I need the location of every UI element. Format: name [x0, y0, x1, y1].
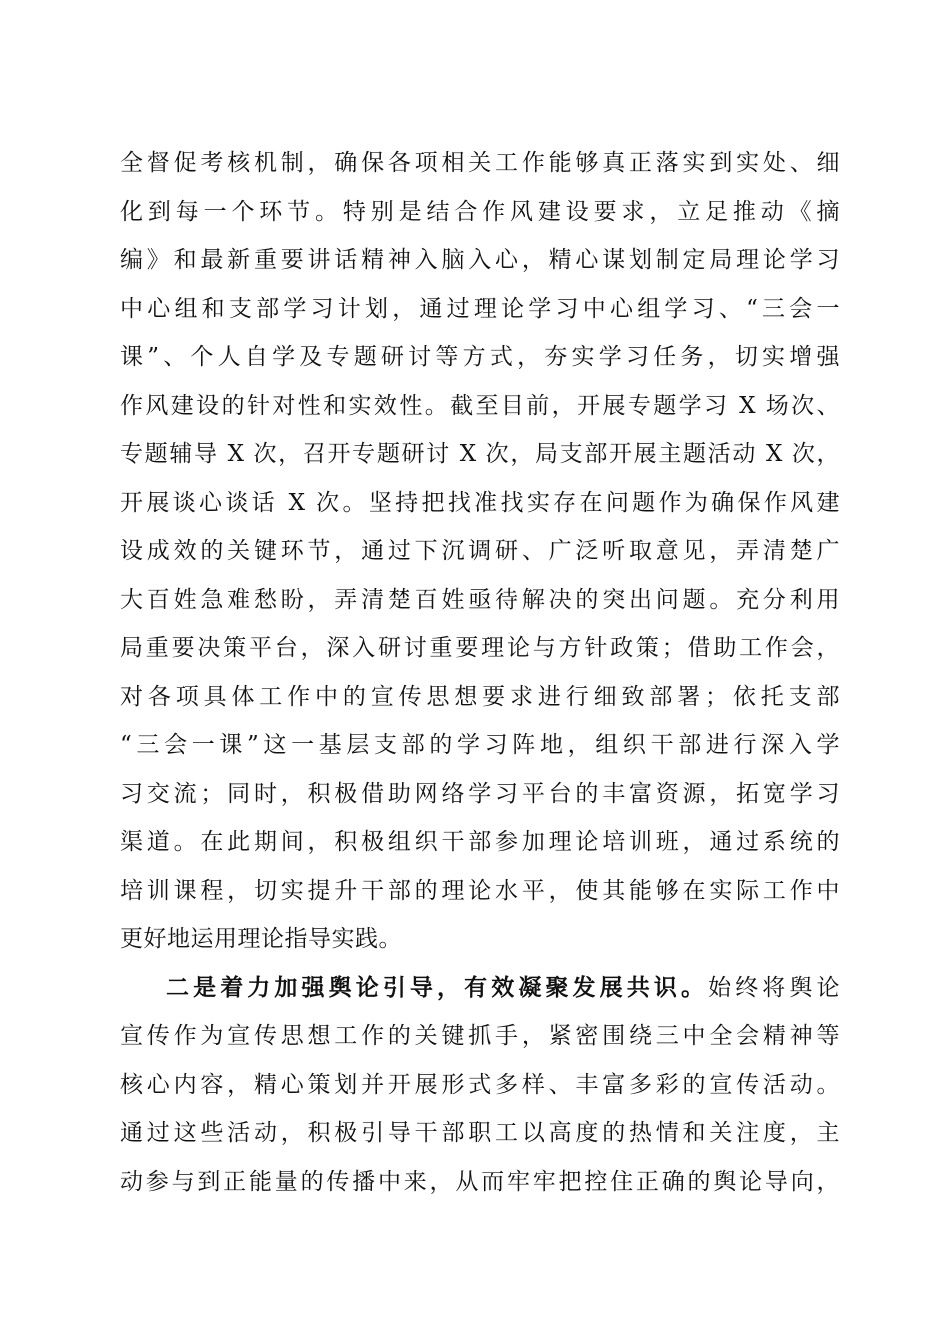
text-line: 对各项具体工作中的宣传思想要求进行细致部署；依托支部	[120, 683, 840, 710]
text-line: 设成效的关键环节，通过下沉调研、广泛听取意见，弄清楚广	[120, 538, 840, 564]
text-line: 更好地运用理论指导实践。	[120, 926, 402, 952]
text-line: 开展谈心谈话 X 次。坚持把找准找实存在问题作为确保作风建	[120, 489, 840, 516]
text-line: 课”、个人自学及专题研讨等方式，夯实学习任务，切实增强	[120, 344, 840, 370]
text-line: 大百姓急难愁盼，弄清楚百姓亟待解决的突出问题。充分利用	[120, 586, 840, 613]
paragraph-heading: 二是着力加强舆论引导，有效凝聚发展共识。	[166, 973, 709, 1001]
paragraph-2	[120, 964, 840, 1207]
text-line: 培训课程，切实提升干部的理论水平，使其能够在实际工作中	[120, 877, 840, 904]
text-line: 全督促考核机制，确保各项相关工作能够真正落实到实处、细	[120, 150, 840, 176]
text-line: 编》和最新重要讲话精神入脑入心，精心谋划制定局理论学习	[120, 247, 840, 273]
paragraph-text: 始终将舆论	[708, 974, 841, 1001]
text-line: 化到每一个环节。特别是结合作风建设要求，立足推动《摘	[120, 198, 840, 225]
text-line: 动参与到正能量的传播中来，从而牢牢把控住正确的舆论导向，	[120, 1168, 840, 1195]
text-line: “三会一课”这一基层支部的学习阵地，组织干部进行深入学	[120, 732, 840, 758]
text-line: 习交流；同时，积极借助网络学习平台的丰富资源，拓宽学习	[120, 780, 840, 807]
document-body	[120, 139, 840, 1206]
paragraph-first-line	[120, 964, 840, 1013]
text-line: 中心组和支部学习计划，通过理论学习中心组学习、“三会一	[120, 295, 840, 322]
text-line: 局重要决策平台，深入研讨重要理论与方针政策；借助工作会，	[120, 635, 840, 661]
text-line: 渠道。在此期间，积极组织干部参加理论培训班，通过系统的	[120, 829, 840, 855]
text-line: 作风建设的针对性和实效性。截至目前，开展专题学习 X 场次、	[120, 392, 840, 419]
paragraph-1	[120, 139, 840, 964]
text-line: 专题辅导 X 次，召开专题研讨 X 次，局支部开展主题活动 X 次，	[120, 441, 840, 467]
text-line: 通过这些活动，积极引导干部职工以高度的热情和关注度，主	[120, 1120, 840, 1146]
text-line: 核心内容，精心策划并开展形式多样、丰富多彩的宣传活动。	[120, 1071, 840, 1098]
text-line: 宣传作为宣传思想工作的关键抓手，紧密围绕三中全会精神等	[120, 1023, 840, 1049]
